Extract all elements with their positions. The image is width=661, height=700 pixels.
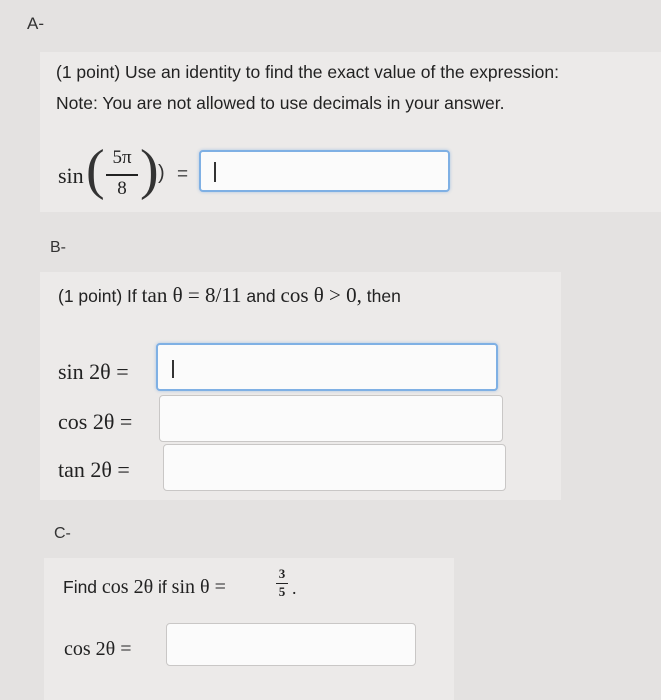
text-caret [214, 162, 216, 182]
fraction-bar [106, 174, 138, 176]
text-caret [172, 360, 174, 378]
prompt-target: cos 2θ [101, 576, 154, 598]
section-a-prompt-line1: (1 point) Use an identity to find the exact value of the expression: [56, 62, 559, 82]
prompt-then: then [366, 286, 401, 306]
section-c-label: C- [54, 525, 71, 542]
section-c-prompt [63, 576, 226, 599]
condition-tan: tan θ = 8/11 [141, 283, 242, 307]
given-fraction-numerator: 3 [278, 566, 286, 581]
section-b-label: B- [50, 239, 66, 256]
left-paren: ( [86, 139, 105, 201]
cos2theta-label: cos 2θ = [58, 409, 133, 434]
fraction-denominator: 8 [117, 178, 127, 199]
c-cos2theta-input[interactable] [166, 623, 416, 666]
sin-function-label: sin [58, 163, 84, 188]
c-cos2theta-label: cos 2θ = [64, 638, 132, 660]
fraction-numerator: 5π [112, 147, 132, 168]
tan2theta-input[interactable] [163, 444, 506, 491]
prompt-period: . [292, 578, 297, 598]
prompt-and: and [246, 286, 276, 306]
right-paren: ) [140, 139, 159, 201]
tan2theta-label: tan 2θ = [58, 457, 130, 482]
section-a-equals: = [177, 164, 189, 185]
prompt-if: if [158, 577, 167, 597]
sin2theta-input[interactable] [156, 343, 498, 391]
section-a-answer-input[interactable] [199, 150, 450, 192]
given-fraction-denominator: 5 [278, 584, 286, 599]
sin2theta-label: sin 2θ = [58, 359, 129, 384]
section-a-prompt-line2: Note: You are not allowed to use decimals in your answer. [56, 93, 505, 113]
section-a-label: A- [27, 14, 44, 33]
prompt-given: sin θ = [171, 576, 226, 598]
sin-close-paren: ) [158, 162, 165, 184]
prompt-prefix: (1 point) If [58, 286, 137, 306]
section-b-prompt [58, 283, 401, 308]
prompt-find: Find [63, 577, 98, 597]
condition-cos: cos θ > 0, [280, 283, 362, 307]
cos2theta-input[interactable] [159, 395, 503, 442]
